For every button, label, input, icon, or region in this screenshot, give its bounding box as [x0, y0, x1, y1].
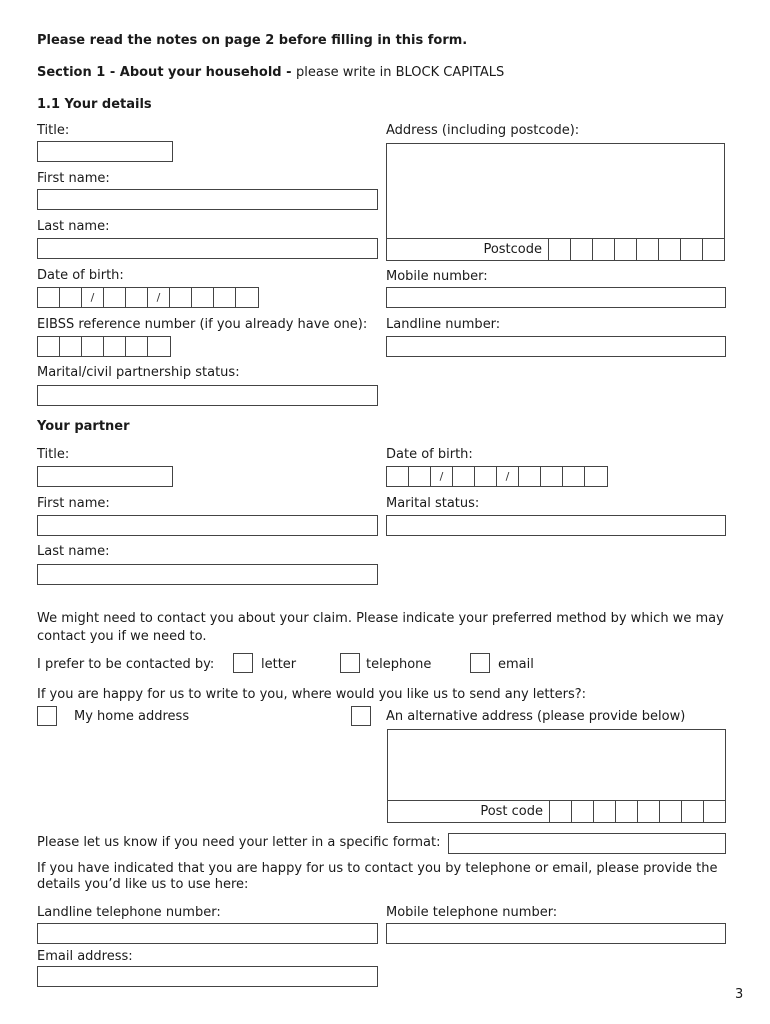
mobile-field[interactable] — [386, 287, 726, 308]
dob-cell[interactable] — [104, 288, 126, 307]
postcode-label: Postcode — [483, 242, 542, 257]
dob-cell[interactable] — [192, 288, 214, 307]
postcode-cell[interactable] — [681, 801, 703, 822]
first-name-label: First name: — [37, 171, 110, 186]
dob-cell[interactable] — [387, 467, 409, 486]
postcode-cell[interactable] — [614, 239, 636, 260]
dob-cell[interactable]: / — [148, 288, 170, 307]
email-checkbox[interactable] — [470, 653, 490, 673]
section-instruction: please write in BLOCK CAPITALS — [296, 65, 505, 80]
postcode-cell[interactable] — [592, 239, 614, 260]
dob-label: Date of birth: — [37, 268, 124, 283]
partner-first-name-label: First name: — [37, 496, 110, 511]
address-label: Address (including postcode): — [386, 123, 580, 138]
dob-cell[interactable]: / — [431, 467, 453, 486]
eibss-cell[interactable] — [82, 337, 104, 356]
postcode-cell[interactable] — [659, 801, 681, 822]
letter-option-label: letter — [261, 657, 297, 672]
partner-title-field[interactable] — [37, 466, 173, 487]
dob-cell[interactable] — [60, 288, 82, 307]
subsection-title: 1.1 Your details — [37, 97, 152, 112]
alt-postcode-label: Post code — [480, 804, 543, 819]
alt-address-field[interactable] — [387, 729, 726, 823]
alt-address-checkbox[interactable] — [351, 706, 371, 726]
postcode-cell[interactable] — [615, 801, 637, 822]
email-option-label: email — [498, 657, 534, 672]
partner-last-name-label: Last name: — [37, 544, 110, 559]
landline-label: Landline number: — [386, 317, 501, 332]
phone-email-intro: If you have indicated that you are happy for us to contact you by telephone or email, please provide the details you’d like us to use here: — [37, 861, 718, 892]
postcode-cell[interactable] — [549, 801, 571, 822]
page-number: 3 — [735, 987, 744, 1002]
format-label: Please let us know if you need your letter in a specific format: — [37, 835, 441, 850]
partner-first-name-field[interactable] — [37, 515, 378, 536]
letter-checkbox[interactable] — [233, 653, 253, 673]
postcode-cell[interactable] — [703, 801, 725, 822]
dob-field[interactable] — [37, 287, 259, 308]
partner-marital-field[interactable] — [386, 515, 726, 536]
dob-cell[interactable] — [453, 467, 475, 486]
mobile-label: Mobile number: — [386, 269, 488, 284]
landline-tel-field[interactable] — [37, 923, 378, 944]
partner-marital-label: Marital status: — [386, 496, 480, 511]
email-address-label: Email address: — [37, 949, 133, 964]
title-field[interactable] — [37, 141, 173, 162]
landline-tel-label: Landline telephone number: — [37, 905, 221, 920]
contact-intro: We might need to contact you about your claim. Please indicate your preferred method by which we may contact you if we need to. — [37, 611, 724, 644]
alt-address-label: An alternative address (please provide below) — [386, 709, 686, 724]
dob-cell[interactable]: / — [82, 288, 104, 307]
postcode-cell[interactable] — [702, 239, 724, 260]
dob-cell[interactable] — [475, 467, 497, 486]
eibss-cell[interactable] — [60, 337, 82, 356]
eibss-cell[interactable] — [104, 337, 126, 356]
dob-cell[interactable] — [126, 288, 148, 307]
telephone-checkbox[interactable] — [340, 653, 360, 673]
marital-field[interactable] — [37, 385, 378, 406]
partner-heading: Your partner — [37, 419, 130, 434]
postcode-cell[interactable] — [637, 801, 659, 822]
prefer-label: I prefer to be contacted by: — [37, 657, 215, 672]
dob-cell[interactable] — [519, 467, 541, 486]
postcode-row — [387, 238, 724, 260]
email-address-field[interactable] — [37, 966, 378, 987]
dob-cell[interactable] — [38, 288, 60, 307]
dob-cell[interactable] — [409, 467, 431, 486]
home-address-checkbox[interactable] — [37, 706, 57, 726]
mobile-tel-field[interactable] — [386, 923, 726, 944]
eibss-cell[interactable] — [126, 337, 148, 356]
home-address-label: My home address — [74, 709, 190, 724]
last-name-label: Last name: — [37, 219, 110, 234]
dob-cell[interactable] — [236, 288, 258, 307]
dob-cell[interactable]: / — [497, 467, 519, 486]
eibss-cell[interactable] — [148, 337, 170, 356]
postcode-cell[interactable] — [571, 801, 593, 822]
dob-cell[interactable] — [585, 467, 607, 486]
eibss-cell[interactable] — [38, 337, 60, 356]
postcode-cell[interactable] — [636, 239, 658, 260]
dob-cell[interactable] — [563, 467, 585, 486]
marital-label: Marital/civil partnership status: — [37, 365, 240, 380]
partner-dob-label: Date of birth: — [386, 447, 473, 462]
dob-cell[interactable] — [170, 288, 192, 307]
postcode-cell[interactable] — [658, 239, 680, 260]
address-field[interactable] — [386, 143, 725, 261]
postcode-cell[interactable] — [593, 801, 615, 822]
eibss-label: EIBSS reference number (if you already have one): — [37, 317, 368, 332]
alt-postcode-row — [388, 800, 725, 822]
partner-dob-field[interactable] — [386, 466, 608, 487]
partner-title-label: Title: — [37, 447, 70, 462]
first-name-field[interactable] — [37, 189, 378, 210]
eibss-field[interactable] — [37, 336, 171, 357]
section-heading — [37, 65, 504, 80]
postcode-cell[interactable] — [570, 239, 592, 260]
postcode-cell[interactable] — [548, 239, 570, 260]
landline-field[interactable] — [386, 336, 726, 357]
partner-last-name-field[interactable] — [37, 564, 378, 585]
format-field[interactable] — [448, 833, 726, 854]
mobile-tel-label: Mobile telephone number: — [386, 905, 558, 920]
last-name-field[interactable] — [37, 238, 378, 259]
section-title: Section 1 - About your household - — [37, 65, 297, 80]
form-notice: Please read the notes on page 2 before filling in this form. — [37, 33, 468, 48]
dob-cell[interactable] — [541, 467, 563, 486]
telephone-option-label: telephone — [366, 657, 432, 672]
dob-cell[interactable] — [214, 288, 236, 307]
title-label: Title: — [37, 123, 70, 138]
postcode-cell[interactable] — [680, 239, 702, 260]
letters-question: If you are happy for us to write to you, where would you like us to send any letters?: — [37, 687, 587, 702]
